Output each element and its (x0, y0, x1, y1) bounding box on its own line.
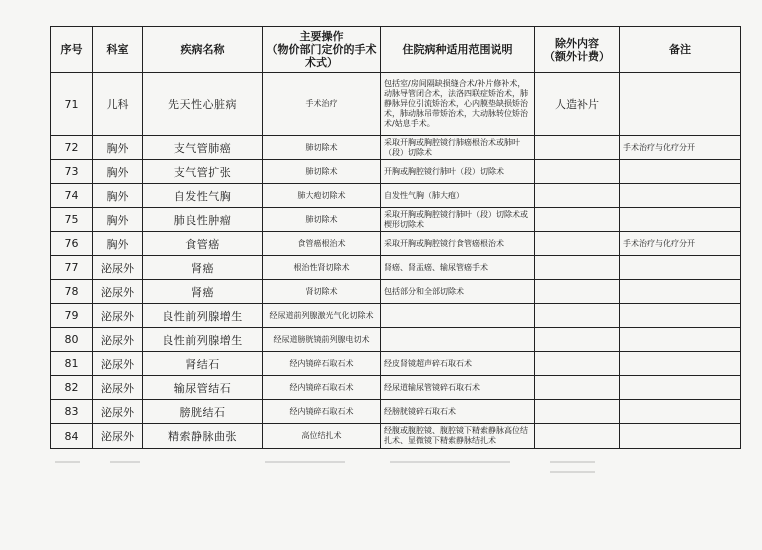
cell-scope: 包括部分和全部切除术 (381, 280, 535, 304)
cell-note (620, 352, 741, 376)
header-op: 主要操作 （物价部门定价的手术术式） (263, 27, 381, 73)
cell-dept: 泌尿外 (93, 328, 143, 352)
cell-scope: 自发性气胸（肺大疱） (381, 184, 535, 208)
cell-dept: 泌尿外 (93, 304, 143, 328)
cell-excl (535, 400, 620, 424)
cell-disease: 自发性气胸 (143, 184, 263, 208)
cell-dept: 泌尿外 (93, 424, 143, 449)
cell-scope: 开胸或胸腔镜行肺叶（段）切除术 (381, 160, 535, 184)
cell-note (620, 160, 741, 184)
cell-num: 73 (51, 160, 93, 184)
cell-disease: 膀胱结石 (143, 400, 263, 424)
cell-excl (535, 376, 620, 400)
cell-num: 80 (51, 328, 93, 352)
cell-num: 77 (51, 256, 93, 280)
cell-disease: 支气管肺癌 (143, 136, 263, 160)
cell-num: 79 (51, 304, 93, 328)
table-row (51, 352, 741, 376)
header-num: 序号 (51, 27, 93, 73)
header-scope: 住院病种适用范围说明 (381, 27, 535, 73)
cell-disease: 肺良性肿瘤 (143, 208, 263, 232)
cell-dept: 泌尿外 (93, 400, 143, 424)
cell-note (620, 184, 741, 208)
cell-num: 78 (51, 280, 93, 304)
cell-dept: 胸外 (93, 232, 143, 256)
cell-disease: 良性前列腺增生 (143, 328, 263, 352)
table-row (51, 424, 741, 449)
cell-excl (535, 208, 620, 232)
cell-num: 75 (51, 208, 93, 232)
cell-scope: 经尿道输尿管镜碎石取石术 (381, 376, 535, 400)
cell-disease: 良性前列腺增生 (143, 304, 263, 328)
cell-note (620, 400, 741, 424)
bleed-through-shadow (50, 455, 740, 487)
cell-excl (535, 328, 620, 352)
header-excl: 除外内容 （额外计费） (535, 27, 620, 73)
disease-table (50, 26, 741, 449)
cell-dept: 儿科 (93, 73, 143, 136)
cell-scope: 采取开胸或胸腔镜行食管癌根治术 (381, 232, 535, 256)
cell-num: 84 (51, 424, 93, 449)
header-dept: 科室 (93, 27, 143, 73)
cell-scope: 经腹或腹腔镜、腹腔镜下精索静脉高位结扎术、显微镜下精索静脉结扎术 (381, 424, 535, 449)
cell-excl (535, 304, 620, 328)
table-row (51, 328, 741, 352)
cell-excl (535, 424, 620, 449)
header-note: 备注 (620, 27, 741, 73)
cell-note (620, 280, 741, 304)
cell-num: 74 (51, 184, 93, 208)
cell-num: 82 (51, 376, 93, 400)
cell-num: 81 (51, 352, 93, 376)
cell-num: 72 (51, 136, 93, 160)
table-row (51, 376, 741, 400)
cell-disease: 先天性心脏病 (143, 73, 263, 136)
cell-note: 手术治疗与化疗分开 (620, 232, 741, 256)
cell-dept: 泌尿外 (93, 280, 143, 304)
table-row (51, 400, 741, 424)
cell-dept: 泌尿外 (93, 352, 143, 376)
cell-disease: 输尿管结石 (143, 376, 263, 400)
cell-op: 肺大疱切除术 (263, 184, 381, 208)
cell-scope: 包括室/房间隔缺损缝合术/补片修补术，动脉导管闭合术，法洛四联症矫治术，肺静脉异位引流矫治术，心内膜垫缺损矫治术，肺动脉吊带矫治术，大动脉转位矫治术/姑息手术。 (381, 73, 535, 136)
cell-scope: 采取开胸或胸腔镜行肺癌根治术或肺叶（段）切除术 (381, 136, 535, 160)
cell-num: 76 (51, 232, 93, 256)
table-row (51, 184, 741, 208)
cell-excl (535, 184, 620, 208)
cell-excl (535, 136, 620, 160)
cell-note (620, 304, 741, 328)
table-row (51, 280, 741, 304)
cell-disease: 精索静脉曲张 (143, 424, 263, 449)
cell-op: 手术治疗 (263, 73, 381, 136)
cell-num: 83 (51, 400, 93, 424)
cell-dept: 胸外 (93, 136, 143, 160)
cell-op: 高位结扎术 (263, 424, 381, 449)
cell-note (620, 376, 741, 400)
table-row (51, 256, 741, 280)
cell-op: 经内镜碎石取石术 (263, 352, 381, 376)
cell-excl (535, 256, 620, 280)
cell-excl (535, 280, 620, 304)
table-row (51, 73, 741, 136)
cell-dept: 胸外 (93, 184, 143, 208)
cell-scope (381, 328, 535, 352)
table-row (51, 208, 741, 232)
cell-dept: 胸外 (93, 160, 143, 184)
cell-dept: 泌尿外 (93, 376, 143, 400)
cell-note (620, 208, 741, 232)
cell-op: 经尿道膀胱镜前列腺电切术 (263, 328, 381, 352)
table-row (51, 136, 741, 160)
cell-disease: 肾癌 (143, 256, 263, 280)
cell-excl (535, 160, 620, 184)
cell-disease: 支气管扩张 (143, 160, 263, 184)
cell-note: 手术治疗与化疗分开 (620, 136, 741, 160)
cell-dept: 胸外 (93, 208, 143, 232)
cell-excl (535, 232, 620, 256)
cell-note (620, 73, 741, 136)
cell-scope: 经膀胱镜碎石取石术 (381, 400, 535, 424)
cell-scope: 经皮肾镜超声碎石取石术 (381, 352, 535, 376)
cell-scope: 肾癌、肾盂癌、输尿管癌手术 (381, 256, 535, 280)
cell-disease: 肾结石 (143, 352, 263, 376)
cell-disease: 肾癌 (143, 280, 263, 304)
cell-note (620, 424, 741, 449)
table-row (51, 232, 741, 256)
cell-op: 经尿道前列腺激光气化切除术 (263, 304, 381, 328)
cell-dept: 泌尿外 (93, 256, 143, 280)
cell-scope: 采取开胸或胸腔镜行肺叶（段）切除术或楔形切除术 (381, 208, 535, 232)
cell-note (620, 328, 741, 352)
cell-scope (381, 304, 535, 328)
cell-num: 71 (51, 73, 93, 136)
cell-op: 肺切除术 (263, 160, 381, 184)
cell-disease: 食管癌 (143, 232, 263, 256)
cell-op: 肾切除术 (263, 280, 381, 304)
cell-op: 肺切除术 (263, 136, 381, 160)
cell-op: 肺切除术 (263, 208, 381, 232)
cell-excl: 人造补片 (535, 73, 620, 136)
cell-excl (535, 352, 620, 376)
cell-op: 经内镜碎石取石术 (263, 400, 381, 424)
table-header-row (51, 27, 741, 73)
cell-op: 经内镜碎石取石术 (263, 376, 381, 400)
header-disease: 疾病名称 (143, 27, 263, 73)
table-row (51, 160, 741, 184)
table-row (51, 304, 741, 328)
cell-op: 食管癌根治术 (263, 232, 381, 256)
cell-note (620, 256, 741, 280)
cell-op: 根治性肾切除术 (263, 256, 381, 280)
